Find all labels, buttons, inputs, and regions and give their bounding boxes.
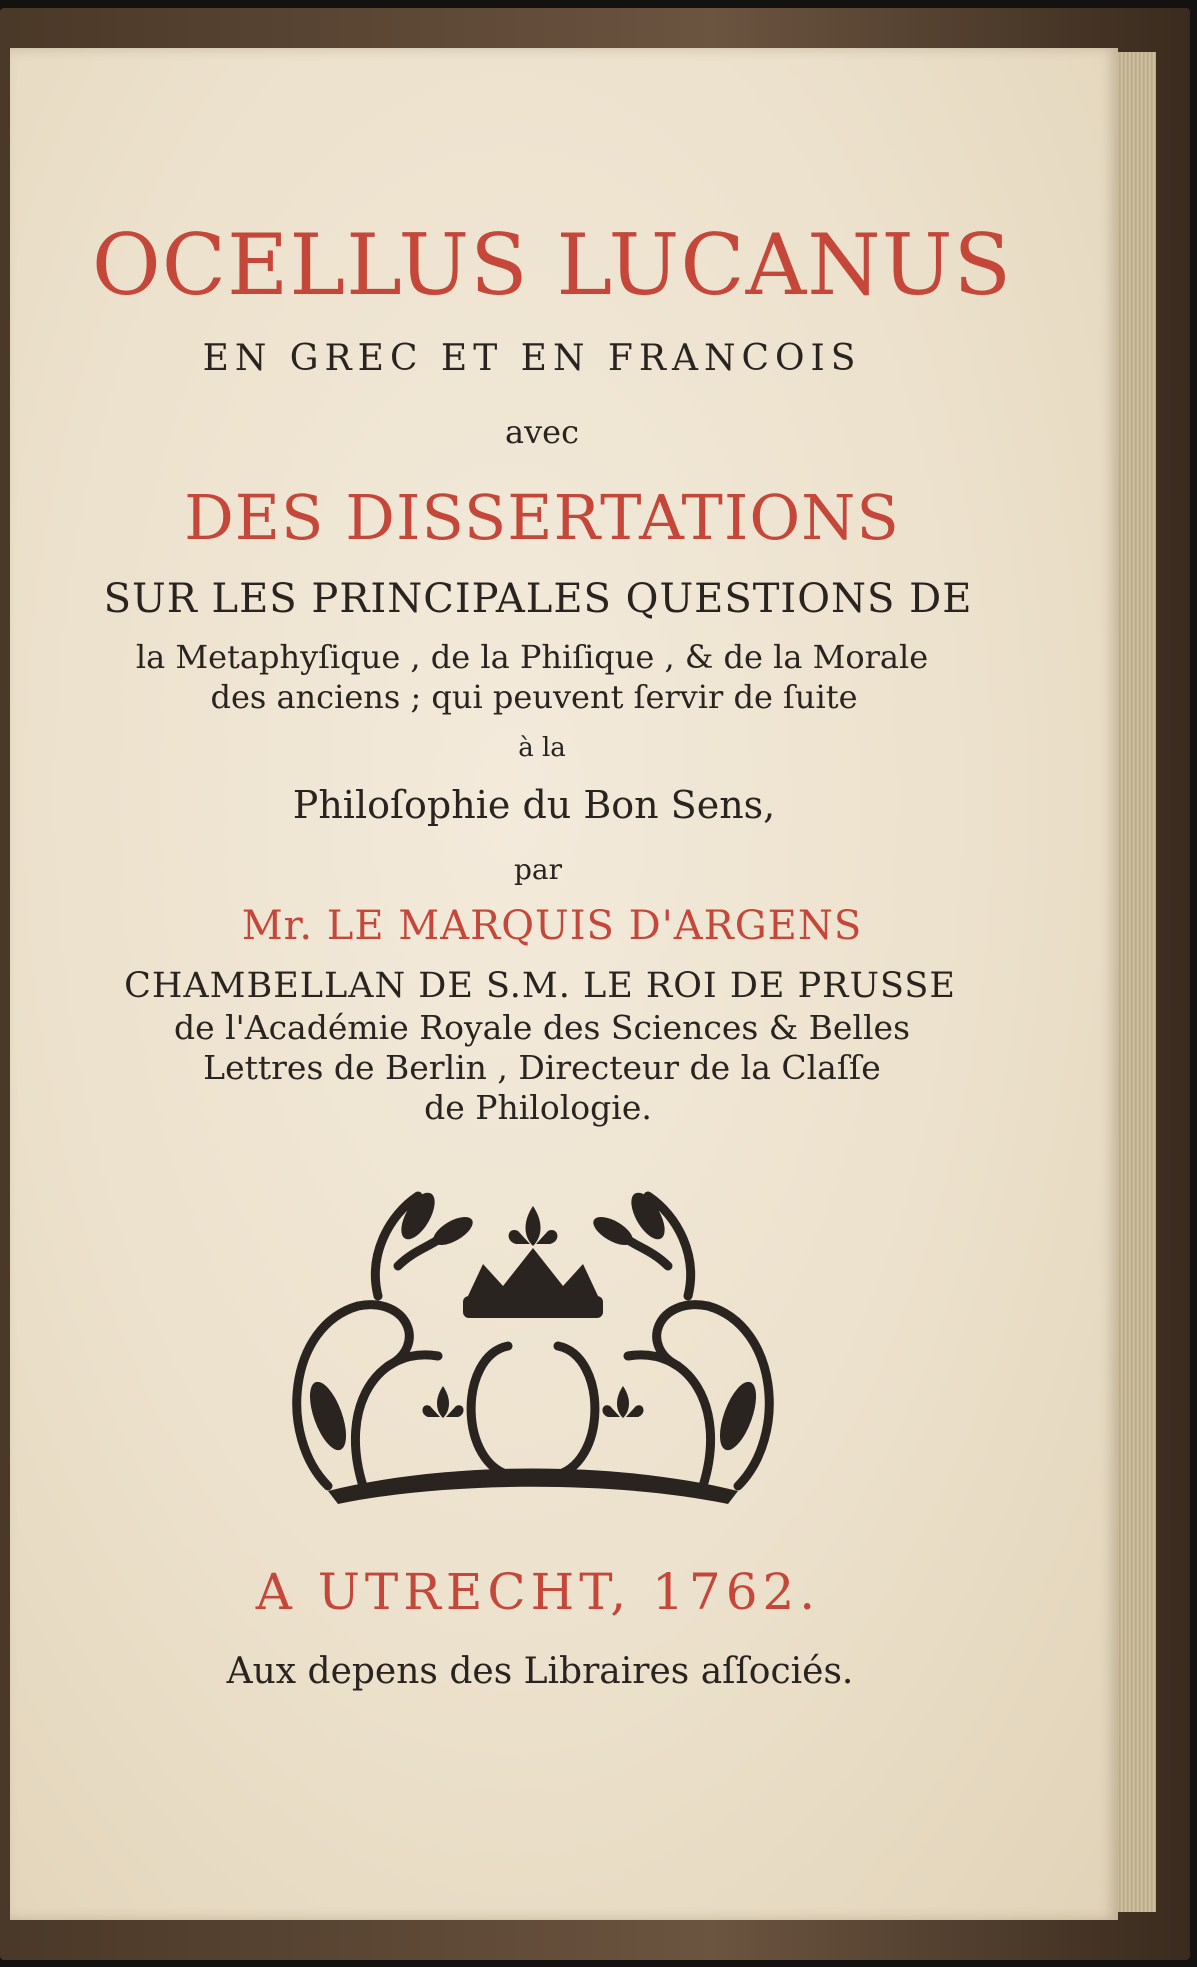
philosophie-line: Philoſophie du Bon Sens,: [292, 783, 776, 827]
anciens-line: des anciens ; qui peuvent ſervir de ſuite: [210, 678, 858, 716]
fleur-de-lis-crown-ornament-icon: [268, 1186, 798, 1516]
author-name: Mr. LE MARQUIS D'ARGENS: [241, 903, 863, 949]
par-line: par: [513, 853, 562, 886]
chambellan-line: CHAMBELLAN DE S.M. LE ROI DE PRUSSE: [124, 966, 956, 1006]
questions-line: SUR LES PRINCIPALES QUESTIONS DE: [103, 576, 973, 622]
avec-line: avec: [504, 413, 579, 451]
lettres-line: Lettres de Berlin , Directeur de la Claſſe: [203, 1048, 881, 1087]
a-la-line: à la: [518, 733, 566, 763]
book-title: OCELLUS LUCANUS: [91, 216, 1013, 314]
imprint-publisher: Aux depens des Libraires aſſociés.: [226, 1651, 854, 1692]
metaphysique-line: la Metaphyſique , de la Phiſique , & de la Morale: [135, 638, 929, 676]
philologie-line: de Philologie.: [424, 1088, 652, 1127]
academie-line: de l'Académie Royale des Sciences & Belles: [173, 1008, 911, 1047]
imprint-place-date: A UTRECHT, 1762.: [255, 1563, 821, 1621]
book-subtitle: EN GREC ET EN FRANCOIS: [202, 338, 862, 379]
dissertations-heading: DES DISSERTATIONS: [184, 481, 900, 554]
title-page: [10, 48, 1118, 1920]
